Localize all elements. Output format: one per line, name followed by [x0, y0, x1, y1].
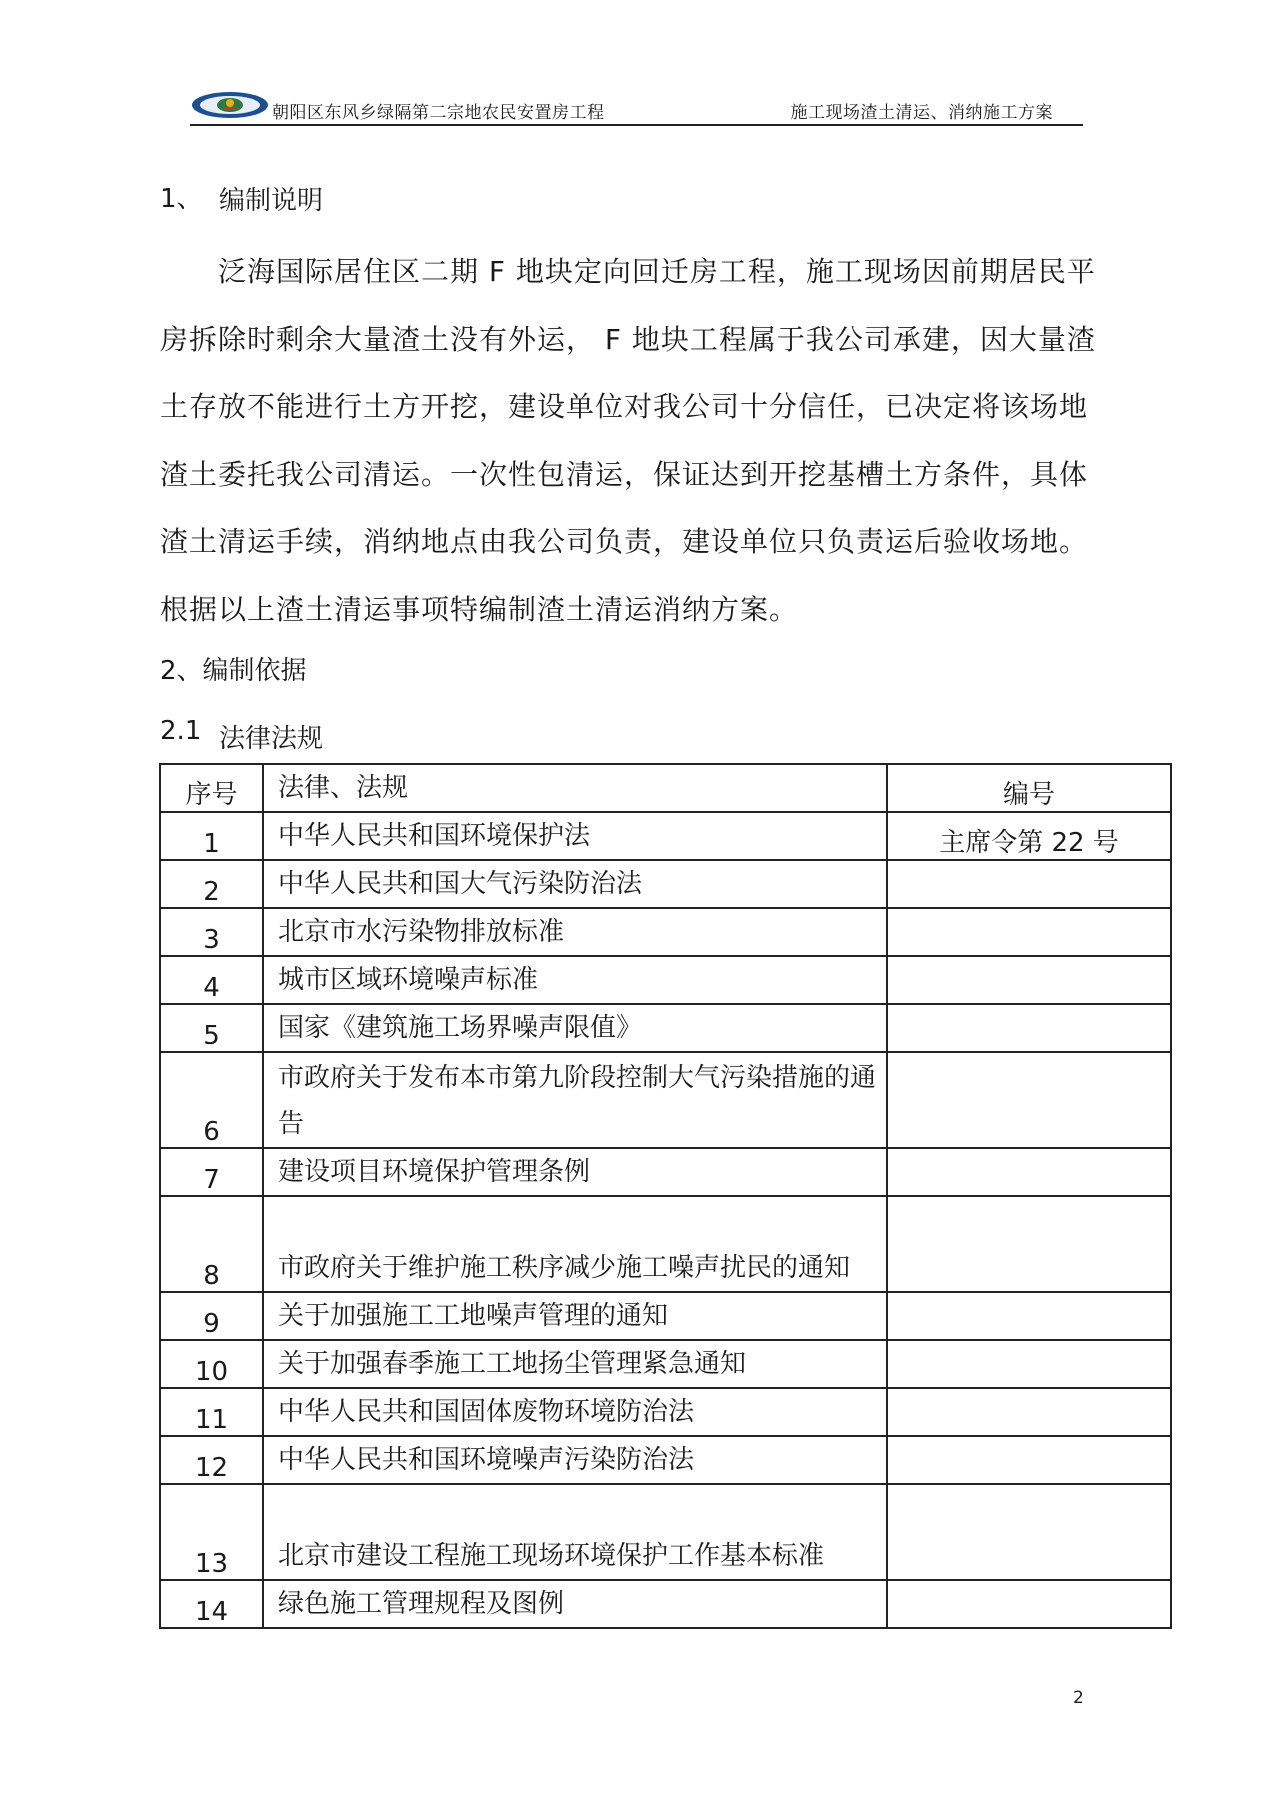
paragraph-line: 渣土清运手续，消纳地点由我公司负责，建设单位只负责运后验收场地。 [160, 525, 1089, 558]
row-code [887, 956, 1171, 1004]
table-row [160, 1484, 1171, 1580]
row-number: 11 [160, 1388, 263, 1436]
paragraph-line: 根据以上渣土清运事项特编制渣土清运消纳方案。 [160, 592, 799, 626]
row-number: 12 [160, 1436, 263, 1484]
row-law: 中华人民共和国固体废物环境防治法 [263, 1388, 887, 1436]
row-law: 关于加强春季施工工地扬尘管理紧急通知 [263, 1340, 887, 1388]
paragraph-line: 泛海国际居住区二期 F 地块定向回迁房工程，施工现场因前期居民平 [218, 255, 1096, 288]
row-law: 市政府关于维护施工秩序减少施工噪声扰民的通知 [263, 1196, 887, 1292]
page-number: 2 [1073, 1688, 1084, 1708]
page-header [190, 88, 1083, 126]
section-2-title: 2、编制依据 [160, 656, 307, 686]
row-code [887, 1580, 1171, 1628]
row-code [887, 1388, 1171, 1436]
laws-table [159, 763, 1172, 1629]
row-number: 5 [160, 1004, 263, 1052]
row-code [887, 1436, 1171, 1484]
table-row [160, 1580, 1171, 1628]
row-number: 9 [160, 1292, 263, 1340]
section-1-number: 1、 [160, 184, 203, 214]
section-1-title: 编制说明 [219, 186, 324, 216]
row-number: 10 [160, 1340, 263, 1388]
row-law: 关于加强施工工地噪声管理的通知 [263, 1292, 887, 1340]
row-law: 建设项目环境保护管理条例 [263, 1148, 887, 1196]
table-row [160, 1004, 1171, 1052]
section-2-1-title: 法律法规 [219, 724, 324, 754]
table-row [160, 1052, 1171, 1148]
table-row [160, 956, 1171, 1004]
row-number: 7 [160, 1148, 263, 1196]
row-law: 中华人民共和国环境噪声污染防治法 [263, 1436, 887, 1484]
row-law: 北京市建设工程施工现场环境保护工作基本标准 [263, 1484, 887, 1580]
table-row [160, 1436, 1171, 1484]
table-row [160, 1292, 1171, 1340]
row-law: 绿色施工管理规程及图例 [263, 1580, 887, 1628]
row-code: 主席令第 22 号 [887, 812, 1171, 860]
header-project-title: 朝阳区东风乡绿隔第二宗地农民安置房工程 [272, 103, 605, 123]
row-code [887, 1196, 1171, 1292]
paragraph-line: 房拆除时剩余大量渣土没有外运， F 地块工程属于我公司承建，因大量渣 [160, 322, 1096, 356]
row-code [887, 908, 1171, 956]
table-row [160, 1388, 1171, 1436]
row-law: 北京市水污染物排放标准 [263, 908, 887, 956]
section-2-1-number: 2.1 [160, 716, 202, 746]
row-code [887, 1004, 1171, 1052]
table-row [160, 1148, 1171, 1196]
row-number: 2 [160, 860, 263, 908]
row-law: 城市区域环境噪声标准 [263, 956, 887, 1004]
header-cell-code: 编号 [887, 764, 1171, 812]
row-number: 3 [160, 908, 263, 956]
row-number: 1 [160, 812, 263, 860]
table-header-row [160, 764, 1171, 812]
row-code [887, 1292, 1171, 1340]
header-document-title: 施工现场渣土清运、消纳施工方案 [790, 103, 1053, 123]
row-code [887, 1148, 1171, 1196]
row-code [887, 860, 1171, 908]
description-paragraph [160, 238, 1120, 643]
row-number: 14 [160, 1580, 263, 1628]
row-number: 13 [160, 1484, 263, 1580]
row-law: 中华人民共和国环境保护法 [263, 812, 887, 860]
row-code [887, 1052, 1171, 1148]
table-row [160, 860, 1171, 908]
row-number: 6 [160, 1052, 263, 1148]
row-code [887, 1340, 1171, 1388]
table-row [160, 812, 1171, 860]
header-cell-law: 法律、法规 [263, 764, 887, 812]
row-law: 国家《建筑施工场界噪声限值》 [263, 1004, 887, 1052]
table-row [160, 1196, 1171, 1292]
row-code [887, 1484, 1171, 1580]
row-law: 市政府关于发布本市第九阶段控制大气污染措施的通告 [263, 1052, 887, 1148]
row-number: 4 [160, 956, 263, 1004]
row-law: 中华人民共和国大气污染防治法 [263, 860, 887, 908]
paragraph-line: 土存放不能进行土方开挖，建设单位对我公司十分信任，已决定将该场地 [160, 390, 1089, 423]
paragraph-line: 渣土委托我公司清运。一次性包清运，保证达到开挖基槽土方条件，具体 [160, 457, 1089, 491]
row-number: 8 [160, 1196, 263, 1292]
company-logo-icon [190, 90, 280, 120]
table-row [160, 1340, 1171, 1388]
table-row [160, 908, 1171, 956]
header-cell-no: 序号 [160, 764, 263, 812]
